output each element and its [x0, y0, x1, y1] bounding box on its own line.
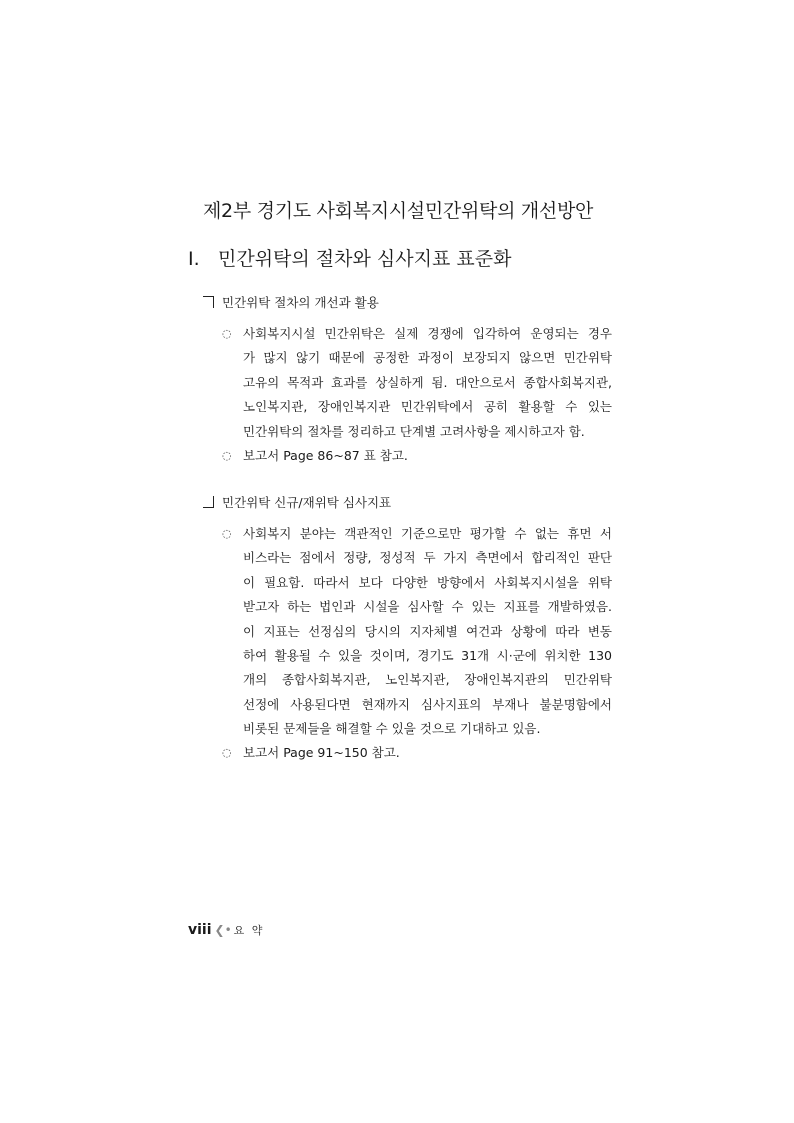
section-heading-1: [203, 293, 379, 311]
list-item: [222, 322, 612, 444]
list-item: [222, 444, 612, 468]
text-line: 사회복지 분야는 객관적인 기준으로만 평가할 수 없는 휴먼 서: [243, 526, 612, 541]
bullet-icon: ◌: [222, 327, 232, 340]
section-heading-text: 민간위탁 절차의 개선과 활용: [222, 295, 379, 310]
section-marker: [203, 496, 214, 508]
text-line: 받고자 하는 법인과 시설을 심사할 수 있는 지표를 개발하였음.: [243, 599, 612, 615]
bullet-icon: ◌: [222, 527, 232, 540]
page-footer: [188, 922, 264, 938]
text-line: 사회복지시설 민간위탁은 실제 경쟁에 입각하여 운영되는 경우: [243, 326, 612, 341]
text-line: 이 필요함. 따라서 보다 다양한 방향에서 사회복지시설을 위탁: [243, 574, 612, 590]
text-line: 비스라는 점에서 정량, 정성적 두 가지 측면에서 합리적인 판단: [243, 550, 612, 566]
text-line: 선정에 사용된다면 현재까지 심사지표의 부재나 불분명함에서: [243, 696, 612, 712]
footer-label: 요 약: [233, 924, 265, 937]
page-number: viii: [188, 922, 212, 938]
text-line: 보고서 Page 91~150 참고.: [243, 745, 400, 760]
text-line: 민간위탁의 절차를 정리하고 단계별 고려사항을 제시하고자 함.: [243, 423, 585, 439]
chapter-title: [188, 244, 608, 271]
chevron-left-icon: ❮•: [214, 923, 232, 937]
text-line: 가 많지 않기 때문에 공정한 과정이 보장되지 않으면 민간위탁: [243, 350, 612, 366]
section-heading-2: [203, 493, 391, 511]
text-line: 하여 활용될 수 있을 것이며, 경기도 31개 시·군에 위치한 130: [243, 647, 612, 663]
chapter-number: Ⅰ.: [188, 248, 200, 270]
text-line: 보고서 Page 86~87 표 참고.: [243, 448, 408, 463]
bullet-icon: ◌: [222, 449, 232, 462]
bullet-icon: ◌: [222, 746, 232, 759]
text-line: 비롯된 문제들을 해결할 수 있을 것으로 기대하고 있음.: [243, 721, 541, 737]
text-line: 개의 종합사회복지관, 노인복지관, 장애인복지관의 민간위탁: [243, 672, 612, 688]
section-marker: [203, 296, 214, 308]
part-title: 제2부 경기도 사회복지시설민간위탁의 개선방안: [203, 200, 594, 222]
list-item: [222, 741, 612, 765]
text-line: 고유의 목적과 효과를 상실하게 됨. 대안으로서 종합사회복지관,: [243, 374, 612, 390]
text-line: 이 지표는 선정심의 당시의 지자체별 여건과 상황에 따라 변동: [243, 623, 612, 639]
section-heading-text: 민간위탁 신규/재위탁 심사지표: [222, 495, 392, 510]
text-line: 노인복지관, 장애인복지관 민간위탁에서 공히 활용할 수 있는: [243, 399, 612, 415]
list-item: [222, 522, 612, 742]
chapter-title-text: 민간위탁의 절차와 심사지표 표준화: [218, 248, 512, 270]
